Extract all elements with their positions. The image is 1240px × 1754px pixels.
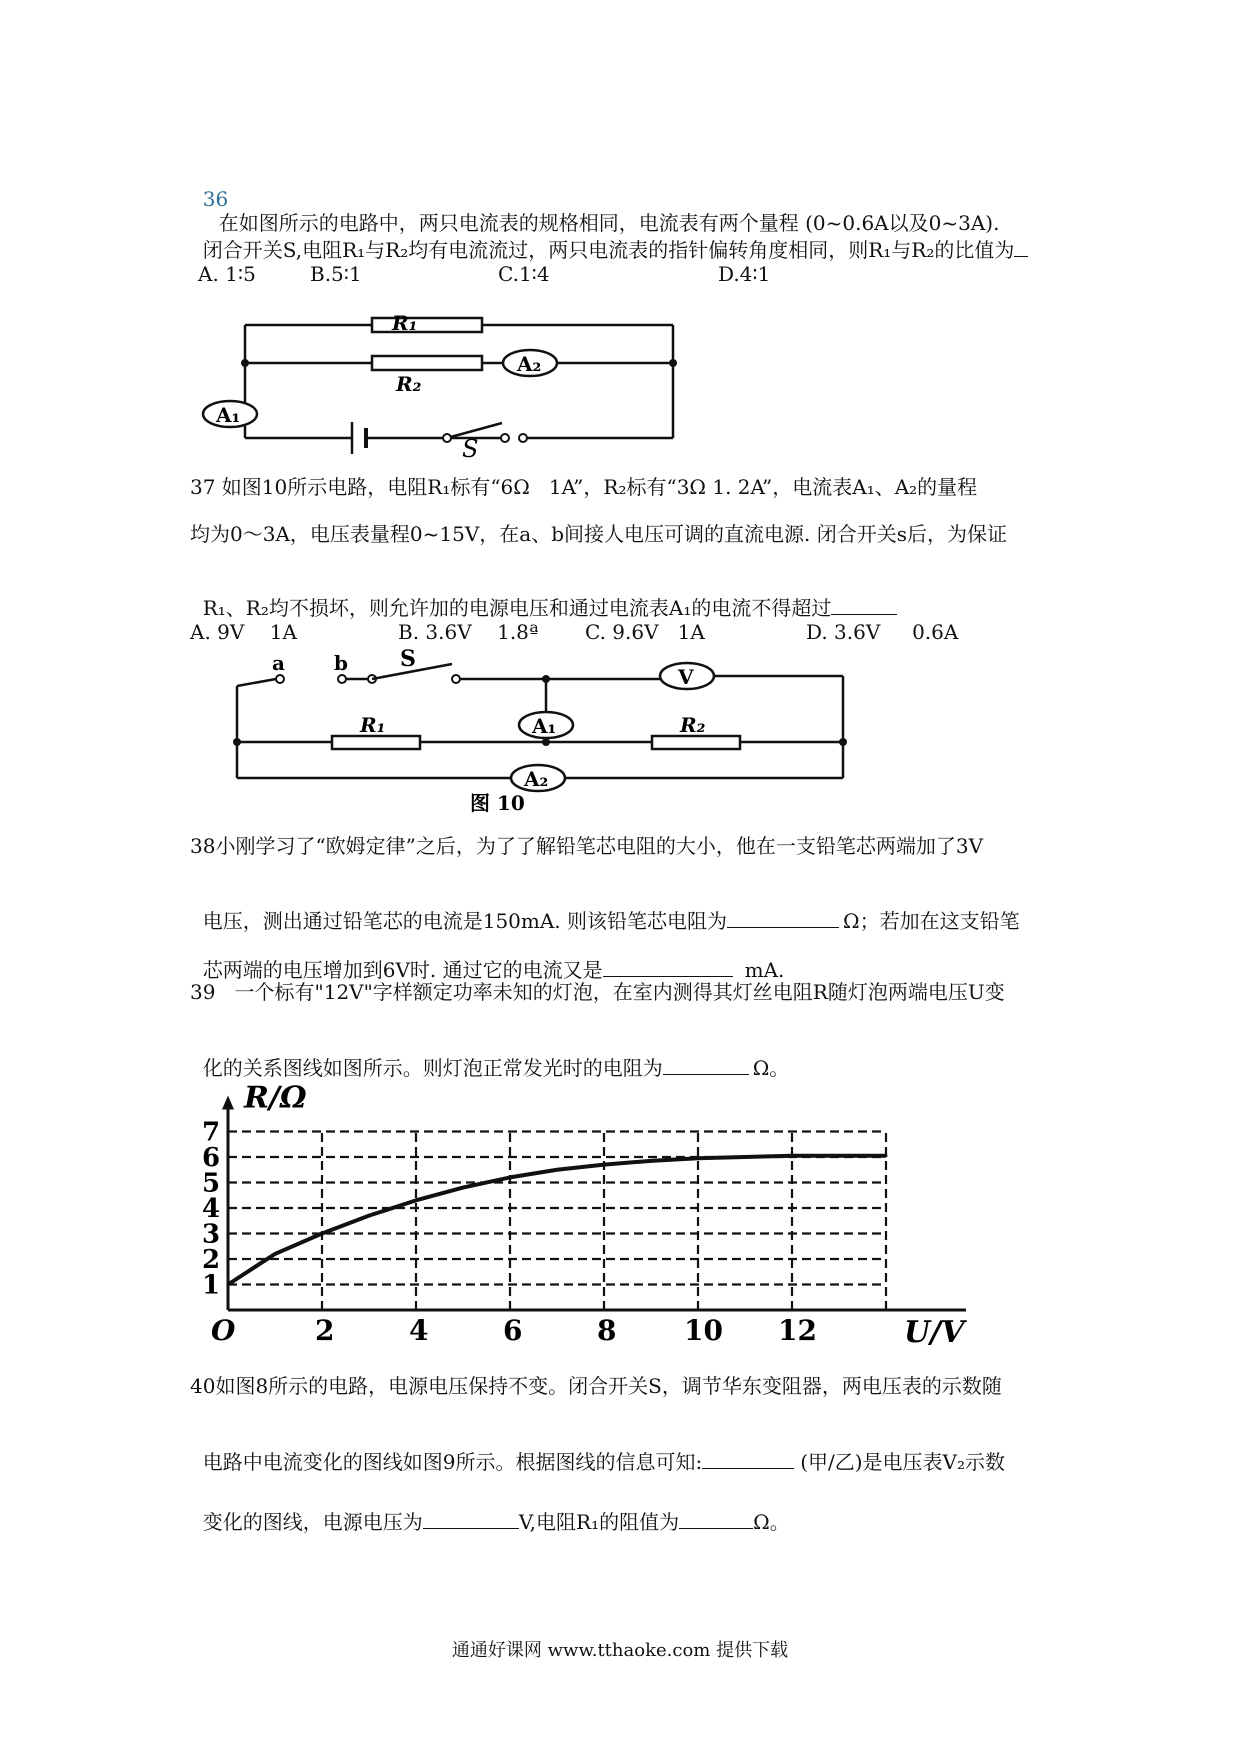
data-point xyxy=(274,1252,277,1255)
q36-r1-label: R₁ xyxy=(392,311,418,335)
q40-resistance-blank[interactable] xyxy=(679,1508,753,1529)
q36-option-d: D.4∶1 xyxy=(718,262,771,286)
q38-line2b: Ω；若加在这支铅笔 xyxy=(843,909,1020,933)
x-tick-label: 6 xyxy=(503,1314,523,1347)
q37-junction-dot xyxy=(839,738,847,746)
q36-line2-text: 闭合开关S,电阻R₁与R₂均有电流流过，两只电流表的指针偏转角度相同，则R₁与R₂的比值为 xyxy=(202,238,1015,262)
q37-terminal-a xyxy=(276,675,284,683)
data-point xyxy=(650,1159,653,1162)
q37-option-d: D. 3.6V 0.6A xyxy=(806,620,959,644)
q37-a1-label: A₁ xyxy=(532,714,557,738)
y-axis-arrow xyxy=(222,1096,234,1110)
q38-line3b: mA. xyxy=(744,958,785,982)
y-axis-label: R/Ω xyxy=(244,1080,307,1116)
q36-answer-blank[interactable] xyxy=(1014,236,1028,257)
q36-number: 36 xyxy=(202,187,229,211)
q36-junction-dot xyxy=(241,359,249,367)
q38-line3 xyxy=(190,932,784,982)
q38-line3a: 芯两端的电压增加到6V时. 通过它的电流又是 xyxy=(202,958,603,982)
x-tick-label: 2 xyxy=(315,1314,335,1347)
y-tick-label: 4 xyxy=(202,1194,221,1224)
data-point xyxy=(838,1154,841,1157)
data-point xyxy=(321,1232,324,1235)
q36-line2 xyxy=(190,212,1028,262)
q36-switch-pivot xyxy=(443,434,451,442)
q40-line2a: 电路中电流变化的图线如图9所示。根据图线的信息可知: xyxy=(202,1450,703,1474)
r-u-curve xyxy=(228,1156,886,1285)
q40-line1: 40如图8所示的电路，电源电压保持不变。闭合开关S，调节华东变阻器，两电压表的示数随 xyxy=(190,1374,1002,1398)
q37-line3-text: R₁、R₂均不损坏，则允许加的电源电压和通过电流表A₁的电流不得超过 xyxy=(202,596,832,620)
q40-line3b: V,电阻R₁的阻值为 xyxy=(518,1510,680,1534)
q37-circuit-diagram xyxy=(220,646,860,816)
q36-switch-contact xyxy=(519,434,527,442)
q36-switch-contact xyxy=(501,434,509,442)
y-tick-label: 3 xyxy=(202,1219,221,1250)
x-tick-label: 10 xyxy=(684,1314,723,1347)
data-point xyxy=(603,1163,606,1166)
q37-terminal-a-label: a xyxy=(272,651,285,675)
q40-line2 xyxy=(190,1424,1005,1474)
q39-line2a: 化的关系图线如图所示。则灯泡正常发光时的电阻为 xyxy=(202,1056,663,1080)
q37-option-c: C. 9.6V 1A xyxy=(585,620,705,644)
q37-a2-label: A₂ xyxy=(524,767,549,791)
q38-resistance-blank[interactable] xyxy=(727,907,839,928)
q37-option-a: A. 9V 1A xyxy=(190,620,297,644)
q40-line3a: 变化的图线，电源电压为 xyxy=(202,1510,423,1534)
data-point xyxy=(462,1186,465,1189)
data-point xyxy=(368,1214,371,1217)
q37-r2-label: R₂ xyxy=(680,713,706,737)
q37-voltmeter-label: V xyxy=(678,665,694,689)
q37-figure-caption: 图 10 xyxy=(470,791,525,815)
q36-option-b: B.5∶1 xyxy=(310,262,362,286)
q37-switch-label: S xyxy=(400,646,416,672)
q37-answer-blank[interactable] xyxy=(831,594,897,615)
q37-junction-dot xyxy=(542,675,550,683)
y-tick-label: 2 xyxy=(202,1245,221,1275)
q38-line2 xyxy=(190,883,1020,933)
q39-line2b: Ω。 xyxy=(752,1056,790,1080)
q37-terminal-b-label: b xyxy=(334,651,348,675)
y-tick-label: 1 xyxy=(202,1270,221,1301)
x-tick-label: 12 xyxy=(778,1314,817,1347)
q38-current-blank[interactable] xyxy=(603,956,733,977)
q38-line2a: 电压，测出通过铅笔芯的电流是150mA. 则该铅笔芯电阻为 xyxy=(202,909,728,933)
q37-line1: 37 如图10所示电路，电阻R₁标有“6Ω 1A”，R₂标有“3Ω 1. 2A”，电流表A₁、A₂的量程 xyxy=(190,475,978,499)
x-axis-label: U/V xyxy=(904,1315,965,1350)
q38-line1: 38小刚学习了“欧姆定律”之后，为了了解铅笔芯电阻的大小，他在一支铅笔芯两端加了3V xyxy=(190,834,984,858)
data-point xyxy=(556,1168,559,1171)
q40-line3 xyxy=(190,1484,790,1534)
q37-r2-resistor xyxy=(652,736,740,749)
q40-voltage-blank[interactable] xyxy=(423,1508,519,1529)
data-point xyxy=(227,1283,230,1286)
q36-a1-label: A₁ xyxy=(216,403,241,427)
q39-answer-blank[interactable] xyxy=(663,1054,749,1075)
q40-line2b: (甲/乙)是电压表V₂示数 xyxy=(800,1450,1005,1474)
y-tick-label: 7 xyxy=(202,1117,221,1148)
data-point xyxy=(509,1176,512,1179)
q36-junction-dot xyxy=(669,359,677,367)
q36-circuit-diagram xyxy=(200,310,690,463)
data-point xyxy=(415,1199,418,1202)
q37-line3 xyxy=(190,570,897,620)
data-point xyxy=(885,1154,888,1157)
q36-switch-label: S xyxy=(462,435,479,463)
q36-a2-label: A₂ xyxy=(517,352,542,376)
q39-line1: 39 一个标有"12V"字样额定功率未知的灯泡，在室内测得其灯丝电阻R随灯泡两端电压U变 xyxy=(190,980,1005,1004)
q37-r1-label: R₁ xyxy=(360,713,386,737)
x-tick-label: 8 xyxy=(597,1314,617,1347)
q37-junction-dot xyxy=(233,738,241,746)
y-tick-label: 6 xyxy=(202,1143,221,1173)
data-point xyxy=(697,1157,700,1160)
q39-resistance-voltage-chart xyxy=(190,1080,965,1350)
y-tick-label: 5 xyxy=(202,1168,221,1199)
q40-line3c: Ω。 xyxy=(753,1510,790,1534)
q36-r2-label: R₂ xyxy=(396,372,422,396)
q37-option-b: B. 3.6V 1.8ª xyxy=(398,620,539,644)
q36-option-a: A. 1∶5 xyxy=(198,262,256,286)
x-tick-label: O xyxy=(211,1314,236,1347)
q37-switch-contact xyxy=(452,675,460,683)
x-tick-label: 4 xyxy=(409,1314,429,1347)
q37-terminal-b xyxy=(338,675,346,683)
q37-line2: 均为0～3A，电压表量程0~15V，在a、b间接人电压可调的直流电源. 闭合开关s后，为保证 xyxy=(190,522,1007,546)
data-point xyxy=(744,1156,747,1159)
q40-graph-blank[interactable] xyxy=(702,1448,794,1469)
data-point xyxy=(791,1154,794,1157)
q39-line2 xyxy=(190,1030,789,1080)
q36-option-c: C.1∶4 xyxy=(498,262,550,286)
q36-line1-text: 在如图所示的电路中，两只电流表的规格相同，电流表有两个量程 (0~0.6A以及0~3A). xyxy=(218,211,1000,235)
page-footer: 通通好课网 www.tthaoke.com 提供下载 xyxy=(451,1640,789,1661)
q37-r1-resistor xyxy=(332,736,420,749)
q36-r2-resistor xyxy=(372,356,482,370)
q36-r1-resistor xyxy=(372,318,482,332)
